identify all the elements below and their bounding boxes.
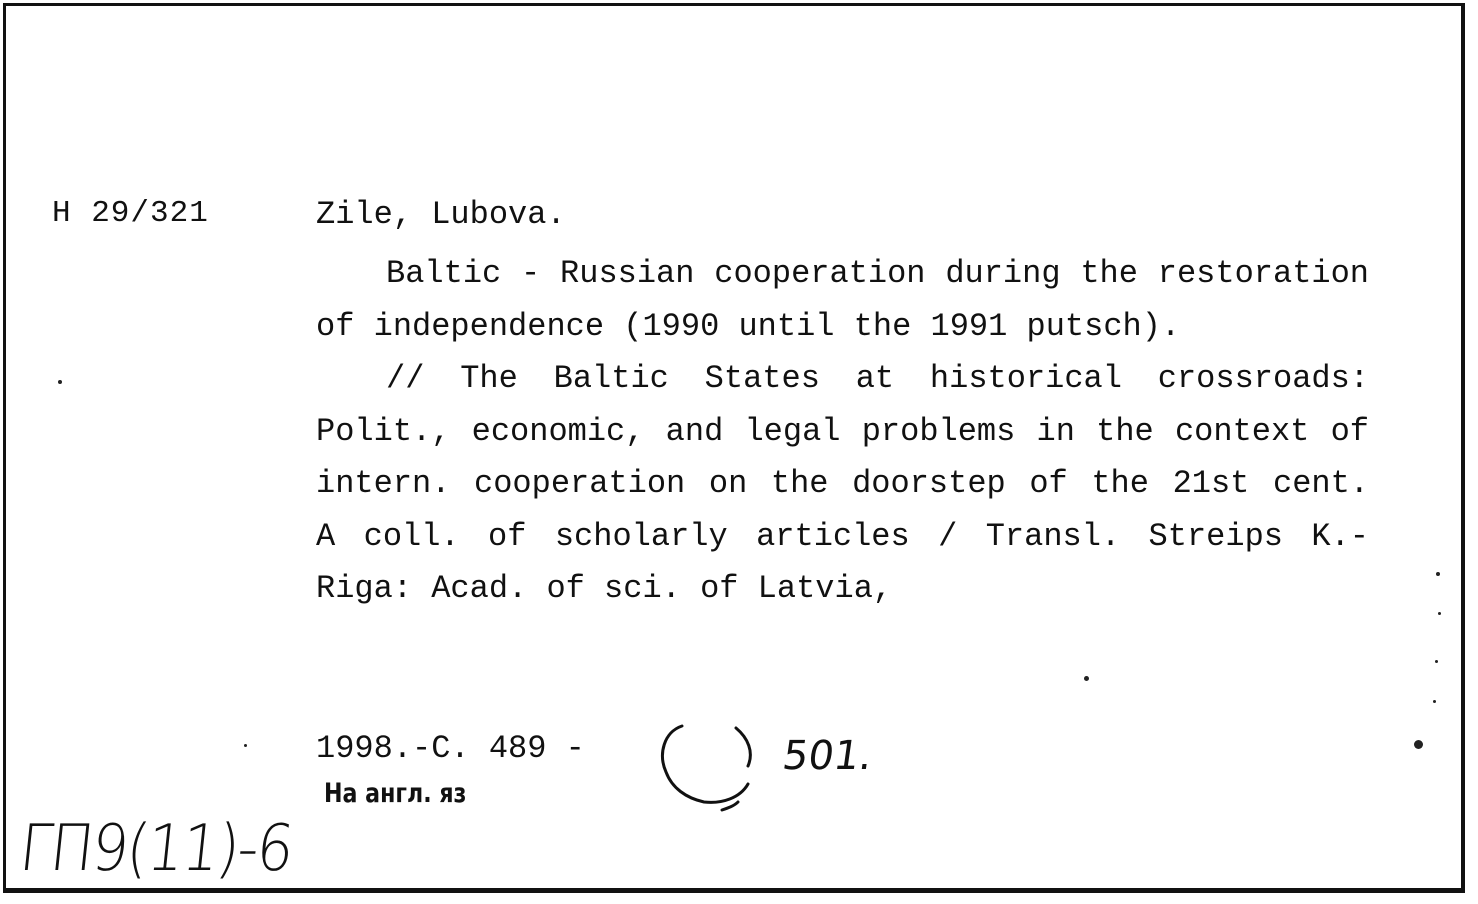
- handwritten-end-page: 501.: [779, 733, 876, 779]
- shelfmark: H 29/321: [52, 196, 209, 231]
- bibliographic-description: [316, 248, 1369, 616]
- scan-speck: [1433, 700, 1436, 703]
- scan-speck: [1436, 572, 1440, 576]
- scan-speck: [1084, 676, 1089, 681]
- scan-speck: [1438, 612, 1441, 615]
- scan-speck: [1414, 740, 1423, 749]
- source-paragraph: // The Baltic States at historical crossroads: Polit., economic, and legal problems in the context of intern. cooperation on the doorstep of the 21st cent. A coll. of scholarly articles / Transl. Streips K.- Riga: Acad. of sci. of Latvia,: [316, 360, 1369, 607]
- scan-speck: [58, 380, 62, 384]
- scan-speck: [1435, 660, 1438, 663]
- author-heading: Zile, Lubova.: [316, 196, 566, 233]
- scan-speck: [244, 744, 247, 747]
- language-stamp: На англ. яз: [324, 778, 467, 809]
- handwritten-call-number: ГП9(11)-6: [16, 812, 296, 886]
- title-paragraph: Baltic - Russian cooperation during the restoration of independence (1990 until the 1991 putsch).: [316, 255, 1369, 345]
- hand-drawn-circle-mark: [652, 718, 764, 818]
- pages-line: 1998.-C. 489 -: [316, 730, 585, 767]
